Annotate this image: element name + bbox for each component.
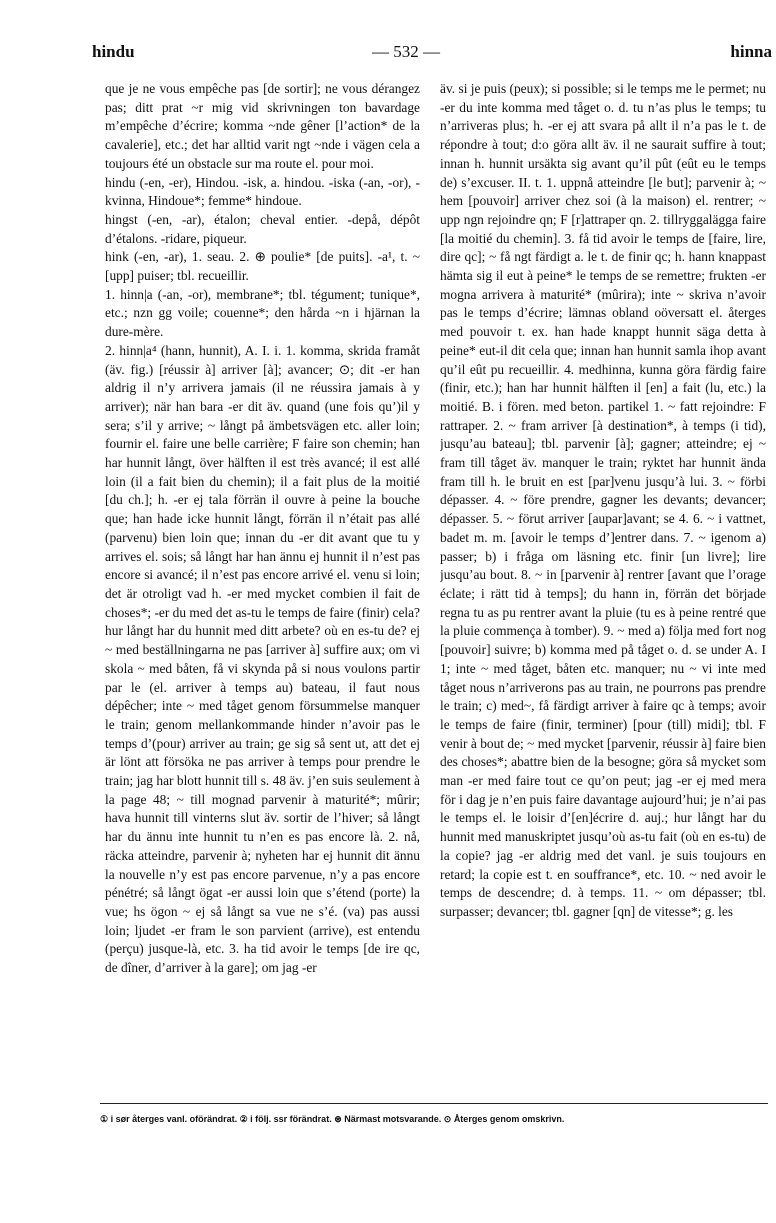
entry-hindu: hindu (-en, -er), Hindou. -isk, a. hindou. -iska (-an, -or), -kvinna, Hindoue*; femme* hindoue. <box>105 174 420 209</box>
footnote-divider <box>100 1103 768 1104</box>
entry-hinna-1: 1. hinn|a (-an, -or), membrane*; tbl. tégument; tunique*, etc.; nzn gg voile; couenne*; den hårda ~n i hjärnan la dure-mère. <box>105 286 420 340</box>
entry-hingst: hingst (-en, -ar), étalon; cheval entier. -depå, dépôt d’étalons. -ridare, piqueur. <box>105 211 420 246</box>
footnote-legend: ① i sør återges vanl. oförändrat. ② i följ. ssr förändrat. ⊛ Närmast motsvarande. ⊙ Återges genom omskrivn. <box>100 1114 565 1124</box>
page-number: — 532 — <box>372 42 440 61</box>
left-column <box>105 80 420 1100</box>
page-header <box>92 42 772 64</box>
entry-hinna-2-continued: äv. si je puis (peux); si possible; si le temps me le permet; nu -er du inte komma med tåget o. d. tu n’as plus le temps; tu n’arriveras plus; h. -er ej att svara på allt il n’a pas le t. de répondre à tout; d:o göra allt äv. il ne saurait suffire à tout; innan h. hunnit ursäkta sig avant qu’il pût (eût eu le temps de) s’excuser. II. t. 1. uppnå atteindre [le but]; parvenir à; ~ hem [pouvoir] arriver chez soi (à la maison) el. rentrer; ~ upp ngn rejoindre qn; F [r]attraper qn. 2. tillryggalägga faire [la moitié du chemin]. 3. få tid avoir le temps de [faire, lire, dire qc]; ~ få ngt färdigt a. le t. de finir qc; h. hann knappast hämta sig il eut à peine* le temps de se remettre; frukten -er mogna arrivera à maturité* (mûrira); inte ~ skriva n’avoir pas le temps d’écrire; lämnas obland oöversatt el. återges med pouvoir t. ex. han hade knappt hunnit säga detta à peine* eut-il dit cela que; innan han hunnit samla ihop avant qu’il eût pu recueillir. 4. medhinna, kunna göra färdig faire (finir, etc.); han har hunnit hälften il [en] a fait (lu, etc.) la moitié. B. i fören. med beton. partikel 1. ~ fatt rejoindre: F rattraper. 2. ~ fram arriver [à destination*, à temps (i tid), jusqu’au bateau]; tbl. parvenir [à]; gagner; atteindre; ej ~ fram till tåget äv. manquer le train; ryktet har hunnit ända fram till h. le bruit en est [par]venu jusqu’à lui. 3. ~ förbi dépasser. 4. ~ före prendre, gagner les devants; devancer; dépasser. 5. ~ förut arriver [aupar]avant; se 4. 6. ~ i vattnet, badet m. m. [avoir le temps d’]entrer dans. 7. ~ igenom a) passer; b) i fråga om läsning etc. finir [un livre]; lire jusqu’au bout. 8. ~ in [parvenir à] rentrer [avant que l’orage éclate; i rätt tid à temps]; du hann in, förrän det började regna tu as pu rentrer avant la pluie (tu es à peine rentré que la pluie commença à tomber). 9. ~ med a) följa med fort nog [pouvoir] suivre; b) komma med på tåget o. d. se under A. I 1; inte ~ med tåget, båten etc. manquer; nu ~ vi inte med tåget nous n’arriverons pas au train, ne pourrons pas prendre le train; c) med~, få färdigt arriver à faire qc à temps; avoir le temps de faire (finir, terminer) [pour (till) midi]; tbl. F venir à bout de; ~ med mycket [parvenir, réussir à] faire bien des choses*; abattre bien de la besogne; göra så mycket som man -er med faire tout ce qu’on peut; jag -er ej med mera för i dag je n’en puis faire davantage aujourd’hui; je n’ai pas le temps el. le loisir d’[en]écrire d. auj.; hur långt har du hunnit med manuskriptet jusqu’où as-tu fait (où en es-tu) de la copie? jag -er aldrig med det vanl. je suis toujours en retard; la copie est t. en souffrance*, etc. 10. ~ ned avoir le temps de descendre; d. à temps. 11. ~ om dépasser; tbl. surpasser; devancer; tbl. gagner [qn] de vitesse*; g. les <box>440 81 766 919</box>
right-column <box>440 80 766 1100</box>
entry-hinna-2: 2. hinn|a⁴ (hann, hunnit), A. I. i. 1. komma, skrida framåt (äv. fig.) [réussir à] arriver [à]; avancer; ⊙; dit -er han aldrig il n’y arrivera jamais (il ne réussira jamais à y arriver); när han bara -er dit äv. quand (une fois qu’)il y sera; s’il y arrive; ~ långt på ämbetsvägen etc. aller loin; fournir el. faire une belle carrière; F faire son chemin; han har hunnit långt, över hälften il est très avancé; il est allé loin (il a fait bien du chemin); il a fait plus de la moitié [du ch.]; h. -er ej tala förrän il ouvre à peine la bouche que; han hade icke hunnit långt, förrän il n’était pas allé (parvenu) bien loin que; innan du -er dit avant que tu y arrives el. sois; så långt har han ännu ej hunnit il n’est pas encore si avancé; il n’est pas encore arrivé el. venu si loin; det är otroligt vad h. -er med mycket combien il fait de choses*; -er du med det as-tu le temps de faire (finir) cela? hur långt har du hunnit med ditt arbete? où en es-tu de? ej ~ med beställningarna ne pas [arriver à] suffire aux; om vi skola ~ med båten, få vi skynda på si nous voulons partir par le (el. arriver à temps au) bateau, il faut nous dépêcher; inte ~ med tåget genom försummelse manquer le train; genom mellankommande hinder n’avoir pas le temps d’(pour) arriver au train; ge sig så sent ut, att det ej är lönt att försöka ne pas arriver à temps pour prendre le train; jag har blott hunnit till s. 48 äv. j’en suis seulement à la page 48; ~ till mognad parvenir à maturité*; mûrir; hava hunnit till vinterns slut äv. sortir de l’hiver; så långt har du ännu inte hunnit tu n’en es pas encore là. 2. nå, räcka atteindre, parvenir à; nyheten har ej hunnit dit ännu la nouvelle n’y est pas encore parvenue, n’y a pas encore pénétré; så långt ögat -er aussi loin que s’étend (porte) la vue; hs ögon ~ ej så långt sa vue ne s’é. (va) pas aussi loin; ljudet -er fram le son parvient (arrive), est entendu (perçu) jusque-là, etc. 3. ha tid avoir le temps [de ire qc, de dîner, d’arriver à la gare]; om jag -er <box>105 342 420 976</box>
entry-continuation: que je ne vous empêche pas [de sortir]; ne vous dérangez pas; ditt prat ~r mig vid skrivningen ton bavardage m’empêche d’écrire; komma ~nde gêner [l’action* de la cavalerie], etc.; det har alltid varit ngt ~nde i vägen cela a toujours été un obstacle sur ma route el. pour moi. <box>105 81 420 171</box>
entry-hink: hink (-en, -ar), 1. seau. 2. ⊕ poulie* [de puits]. -a¹, t. ~ [upp] puiser; tbl. recueillir. <box>105 249 420 284</box>
header-guide-word-left: hindu <box>92 42 135 61</box>
header-guide-word-right: hinna <box>730 42 772 61</box>
